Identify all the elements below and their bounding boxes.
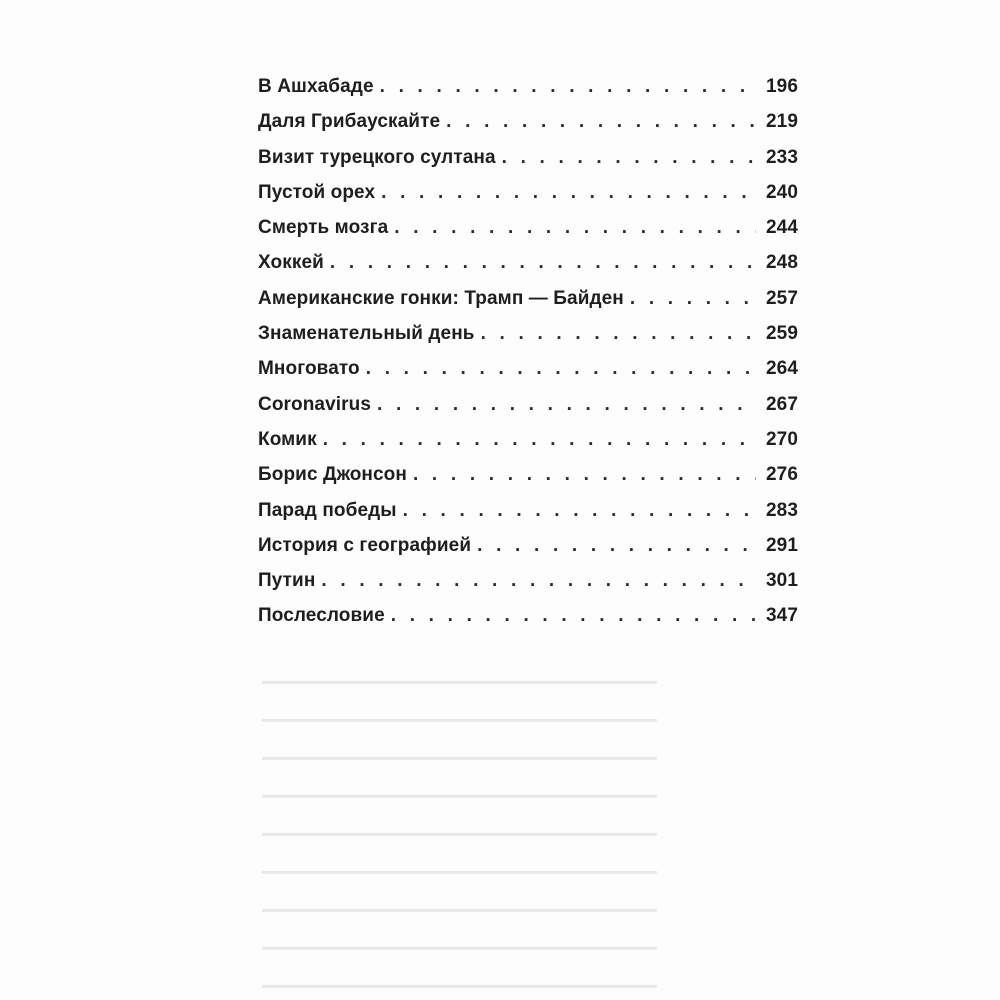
bleed-through-text: ▁▁▁▁▁▁▁▁▁▁▁▁▁▁▁▁▁▁▁▁▁▁▁▁▁▁▁ [262,777,657,798]
toc-entry [258,323,798,358]
toc-entry-page: 233 [765,146,798,168]
table-of-contents [258,76,798,641]
toc-entry [258,464,798,499]
toc-entry-title: Послесловие [258,605,385,627]
toc-entry-page: 257 [765,287,798,309]
dot-leader [413,464,756,486]
toc-entry-page: 347 [765,605,798,627]
toc-entry [258,535,798,570]
toc-entry-page: 244 [765,217,798,239]
bleed-through-text: ▁▁▁▁▁▁▁▁▁▁▁▁▁▁▁▁▁▁▁▁▁▁▁▁▁▁▁ [262,967,657,988]
toc-entry [258,147,798,182]
toc-entry-page: 276 [765,464,798,486]
toc-entry-page: 264 [765,358,798,380]
toc-entry-page: 219 [765,111,798,133]
toc-entry-title: Борис Джонсон [258,464,407,486]
toc-entry-page: 283 [765,499,798,521]
toc-entry-title: Знаменательный день [258,323,475,345]
toc-entry-page: 291 [765,534,798,556]
toc-entry-title: История с географией [258,534,472,556]
dot-leader [323,429,756,451]
dot-leader [321,570,756,592]
bleed-through-text: ▁▁▁▁▁▁▁▁▁▁▁▁▁▁▁▁▁▁▁▁▁▁▁▁▁▁▁ [262,663,657,684]
toc-entry-page: 196 [765,76,798,97]
bleed-through-text: ▁▁▁▁▁▁▁▁▁▁▁▁▁▁▁▁▁▁▁▁▁▁▁▁▁▁▁ [262,853,657,874]
toc-entry-title: Смерть мозга [258,217,389,239]
toc-entry [258,288,798,323]
toc-entry-title: Хоккей [258,252,324,274]
toc-entry-title: В Ашхабаде [258,76,374,97]
toc-entry [258,217,798,252]
toc-entry [258,76,798,111]
bleed-through-text: ▁▁▁▁▁▁▁▁▁▁▁▁▁▁▁▁▁▁▁▁▁▁▁▁▁▁▁ [262,701,657,722]
toc-entry [258,500,798,535]
toc-entry-title: Комик [258,428,317,450]
toc-entry-page: 248 [765,252,798,274]
toc-entry [258,358,798,393]
dot-leader [446,111,756,133]
toc-entry [258,394,798,429]
toc-entry-page: 259 [765,323,798,345]
toc-entry-title: Coronavirus [258,393,372,415]
dot-leader [391,605,756,627]
dot-leader [366,358,756,380]
toc-entry-page: 267 [765,393,798,415]
toc-entry-page: 301 [765,570,798,592]
dot-leader [630,288,756,310]
toc-entry [258,182,798,217]
toc-entry-page: 270 [765,428,798,450]
dot-leader [381,182,756,204]
toc-entry-title: Пустой орех [258,181,376,203]
toc-entry [258,570,798,605]
dot-leader [394,217,756,239]
toc-entry-page: 240 [765,181,798,203]
bleed-through-text: ▁▁▁▁▁▁▁▁▁▁▁▁▁▁▁▁▁▁▁▁▁▁▁▁▁▁▁ [262,891,657,912]
dot-leader [477,535,756,557]
bleed-through-text: ▁▁▁▁▁▁▁▁▁▁▁▁▁▁▁▁▁▁▁▁▁▁▁▁▁▁▁ [262,929,657,950]
toc-entry [258,605,798,640]
dot-leader [330,252,756,274]
toc-entry-title: Визит турецкого султана [258,146,496,168]
toc-entry-title: Многовато [258,358,360,380]
dot-leader [377,394,756,416]
toc-entry [258,252,798,287]
bleed-through-text: ▁▁▁▁▁▁▁▁▁▁▁▁▁▁▁▁▁▁▁▁▁▁▁▁▁▁▁ [262,739,657,760]
dot-leader [403,500,756,522]
bleed-through-text: ▁▁▁▁▁▁▁▁▁▁▁▁▁▁▁▁▁▁▁▁▁▁▁▁▁▁▁ [262,815,657,836]
dot-leader [502,147,756,169]
dot-leader [481,323,756,345]
toc-entry-title: Американские гонки: Трамп — Байден [258,287,624,309]
toc-entry-title: Путин [258,570,316,592]
dot-leader [380,76,756,98]
toc-entry-title: Даля Грибаускайте [258,111,441,133]
toc-entry [258,429,798,464]
toc-entry-title: Парад победы [258,499,397,521]
toc-entry [258,111,798,146]
